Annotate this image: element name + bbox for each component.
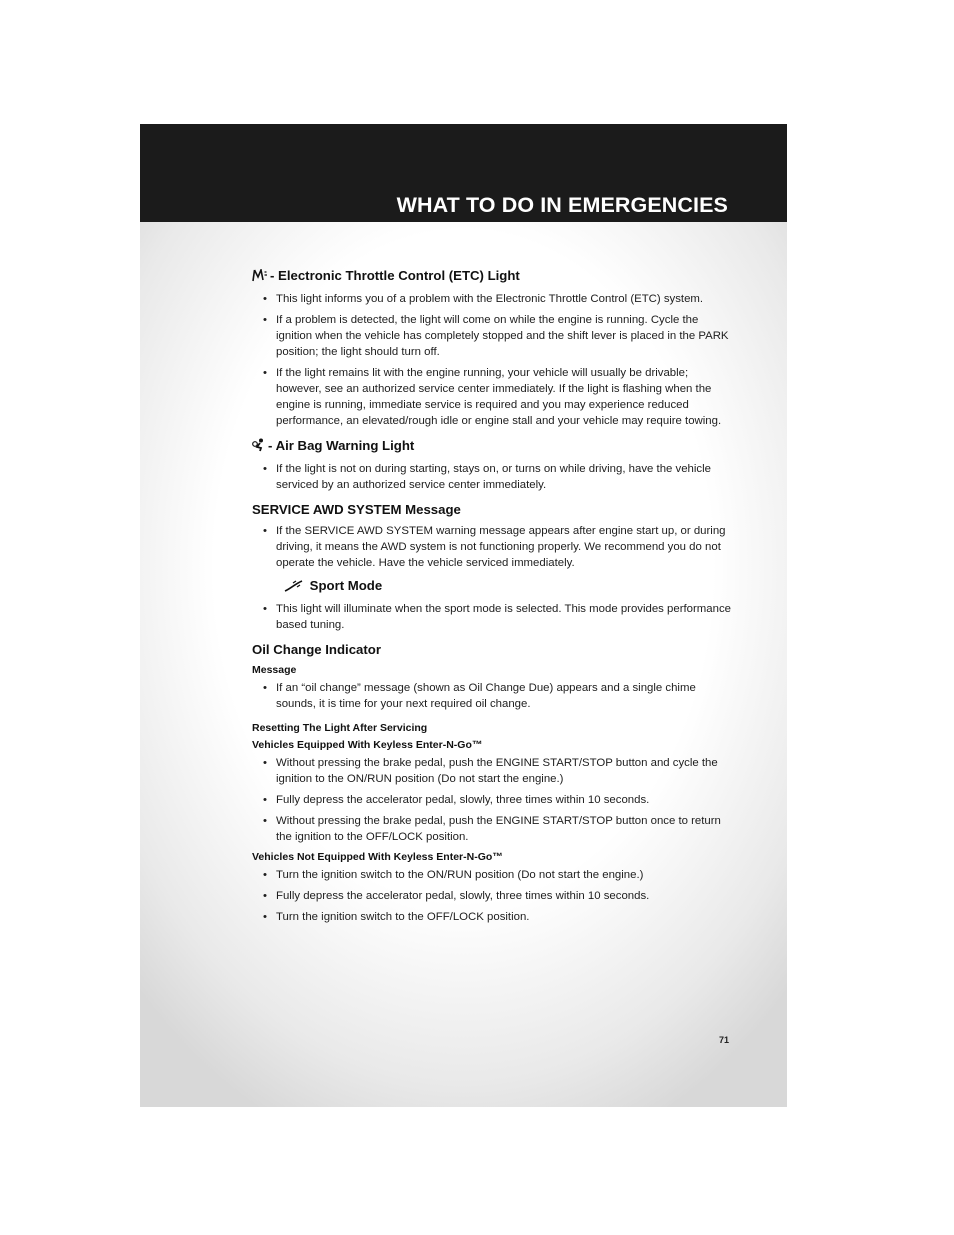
- list-item: • Fully depress the accelerator pedal, slowly, three times within 10 seconds.: [252, 888, 732, 904]
- list-item: • If a problem is detected, the light will come on while the engine is running. Cycle the ignition when the vehicle has completely stopped and the shift lever is placed in the PARK position; the light should turn off.: [252, 312, 732, 360]
- list-item: • Turn the ignition switch to the ON/RUN position (Do not start the engine.): [252, 867, 732, 883]
- sport-mode-heading: [252, 577, 732, 596]
- list-item: • If the light remains lit with the engine running, your vehicle will usually be drivable; however, see an authorized service center immediately. If the light is flashing when the engine is running, immediate service is required and you may experience reduced performance, an elevated/rough idle or engine stall and your vehicle may require towing.: [252, 365, 732, 429]
- message-list: [252, 680, 732, 712]
- non-keyless-subheading: Vehicles Not Equipped With Keyless Enter-N-Go™: [252, 851, 503, 863]
- list-item: • Without pressing the brake pedal, push the ENGINE START/STOP button once to return the ignition to the OFF/LOCK position.: [252, 813, 732, 845]
- non-keyless-list: [252, 867, 732, 925]
- airbag-heading: [252, 437, 732, 456]
- list-item: • This light will illuminate when the sport mode is selected. This mode provides performance based tuning.: [252, 601, 732, 633]
- etc-list: [252, 291, 732, 429]
- throttle-control-icon: [252, 269, 268, 286]
- sport-mode-icon: [284, 579, 304, 596]
- airbag-list: [252, 461, 732, 493]
- message-subheading: Message: [252, 664, 297, 676]
- page-number: 71: [719, 1035, 730, 1045]
- sport-mode-heading-text: Sport Mode: [309, 578, 383, 593]
- awd-heading: SERVICE AWD SYSTEM Message: [252, 502, 461, 517]
- list-item: • This light informs you of a problem with the Electronic Throttle Control (ETC) system.: [252, 291, 732, 307]
- list-item: • Without pressing the brake pedal, push the ENGINE START/STOP button and cycle the ignition to the ON/RUN position (Do not start the engine.): [252, 755, 732, 787]
- content: [252, 267, 732, 930]
- oil-change-heading: Oil Change Indicator: [252, 642, 381, 657]
- keyless-subheading: Vehicles Equipped With Keyless Enter-N-Go™: [252, 739, 483, 751]
- sport-list: [252, 601, 732, 633]
- list-item: • If the light is not on during starting, stays on, or turns on while driving, have the vehicle serviced by an authorized service center immediately.: [252, 461, 732, 493]
- awd-list: [252, 523, 732, 571]
- page-title: WHAT TO DO IN EMERGENCIES: [396, 193, 728, 217]
- header-bar: [140, 124, 787, 222]
- airbag-icon: [252, 438, 266, 456]
- list-item: • If the SERVICE AWD SYSTEM warning message appears after engine start up, or during driving, it means the AWD system is not functioning properly. We recommend you do not operate the vehicle. Have the vehicle serviced immediately.: [252, 523, 732, 571]
- etc-heading-text: - Electronic Throttle Control (ETC) Light: [270, 268, 520, 283]
- keyless-list: [252, 755, 732, 845]
- list-item: • Fully depress the accelerator pedal, slowly, three times within 10 seconds.: [252, 792, 732, 808]
- etc-heading: [252, 267, 732, 286]
- airbag-heading-text: - Air Bag Warning Light: [268, 438, 415, 453]
- manual-page: [140, 124, 787, 1107]
- list-item: • If an “oil change” message (shown as Oil Change Due) appears and a single chime sounds, it is time for your next required oil change.: [252, 680, 732, 712]
- list-item: • Turn the ignition switch to the OFF/LOCK position.: [252, 909, 732, 925]
- reset-subheading: Resetting The Light After Servicing: [252, 722, 428, 734]
